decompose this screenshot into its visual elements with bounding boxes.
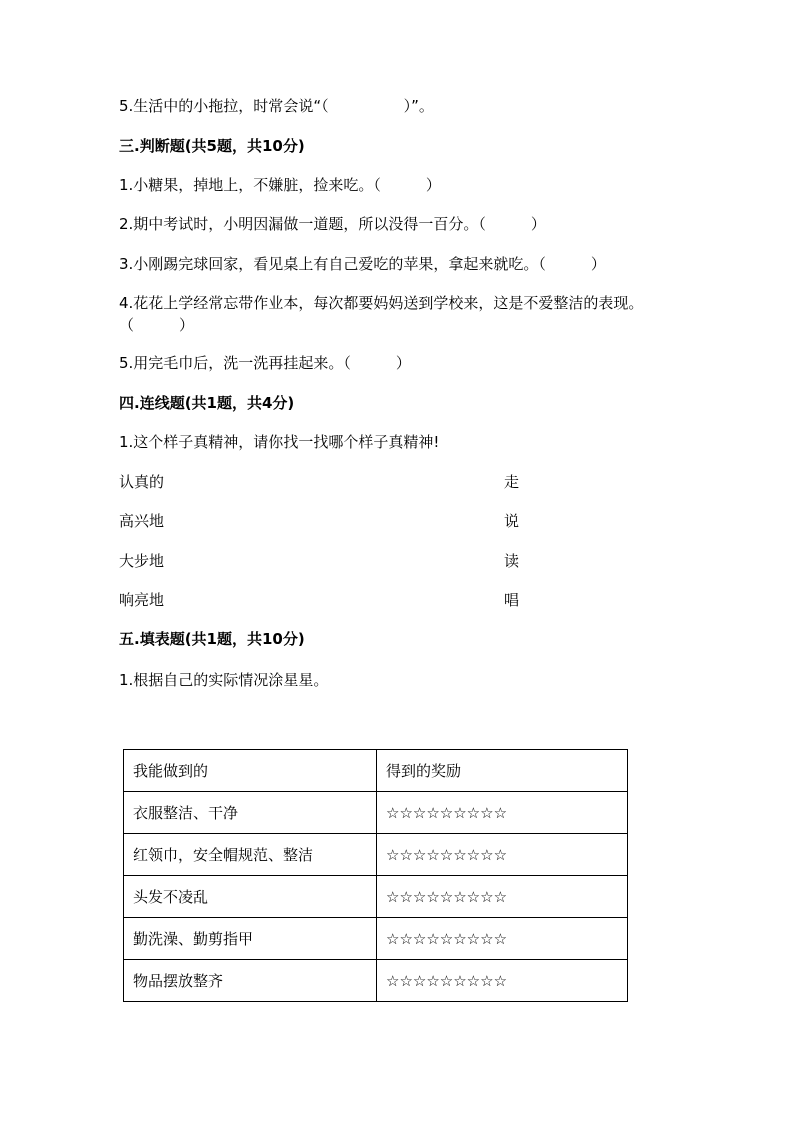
section-5-heading: 五.填表题(共1题，共10分)	[119, 630, 305, 648]
table-header-cell: 我能做到的	[124, 750, 377, 792]
table-question: 1.根据自己的实际情况涂星星。	[119, 671, 329, 689]
match-left-item: 认真的	[119, 473, 165, 491]
match-left-item: 大步地	[119, 552, 165, 570]
judge-q2: 2.期中考试时，小明因漏做一道题，所以没得一百分。（ ）	[119, 215, 546, 233]
table-header-row	[124, 750, 628, 792]
star-rating-cell[interactable]: ☆☆☆☆☆☆☆☆☆	[377, 792, 628, 834]
match-right-item: 走	[504, 473, 520, 491]
star-table	[123, 749, 628, 1002]
match-right-item: 读	[504, 552, 520, 570]
table-row	[124, 876, 628, 918]
match-left-item: 响亮地	[119, 591, 165, 609]
match-question: 1.这个样子真精神，请你找一找哪个样子真精神!	[119, 433, 440, 451]
section-4-heading: 四.连线题(共1题，共4分)	[119, 394, 295, 412]
table-row	[124, 918, 628, 960]
behavior-cell: 衣服整洁、干净	[124, 792, 377, 834]
behavior-cell: 物品摆放整齐	[124, 960, 377, 1002]
star-rating-cell[interactable]: ☆☆☆☆☆☆☆☆☆	[377, 960, 628, 1002]
behavior-cell: 头发不凌乱	[124, 876, 377, 918]
star-rating-cell[interactable]: ☆☆☆☆☆☆☆☆☆	[377, 876, 628, 918]
fill-blank-q5: 5.生活中的小拖拉，时常会说“（ ）”。	[119, 97, 434, 115]
behavior-cell: 勤洗澡、勤剪指甲	[124, 918, 377, 960]
table-header-cell: 得到的奖励	[377, 750, 628, 792]
match-left-item: 高兴地	[119, 512, 165, 530]
match-right-item: 唱	[504, 591, 520, 609]
section-3-heading: 三.判断题(共5题，共10分)	[119, 137, 305, 155]
table-row	[124, 792, 628, 834]
behavior-cell: 红领巾，安全帽规范、整洁	[124, 834, 377, 876]
judge-q5: 5.用完毛巾后，洗一洗再挂起来。（ ）	[119, 354, 411, 372]
judge-q1: 1.小糖果，掉地上，不嫌脏，捡来吃。（ ）	[119, 176, 441, 194]
judge-q4: 4.花花上学经常忘带作业本，每次都要妈妈送到学校来，这是不爱整洁的表现。（ ）	[119, 294, 644, 334]
table-row	[124, 834, 628, 876]
star-rating-cell[interactable]: ☆☆☆☆☆☆☆☆☆	[377, 918, 628, 960]
judge-q3: 3.小刚踢完球回家，看见桌上有自己爱吃的苹果，拿起来就吃。（ ）	[119, 255, 606, 273]
table-row	[124, 960, 628, 1002]
match-right-item: 说	[504, 512, 520, 530]
star-rating-cell[interactable]: ☆☆☆☆☆☆☆☆☆	[377, 834, 628, 876]
